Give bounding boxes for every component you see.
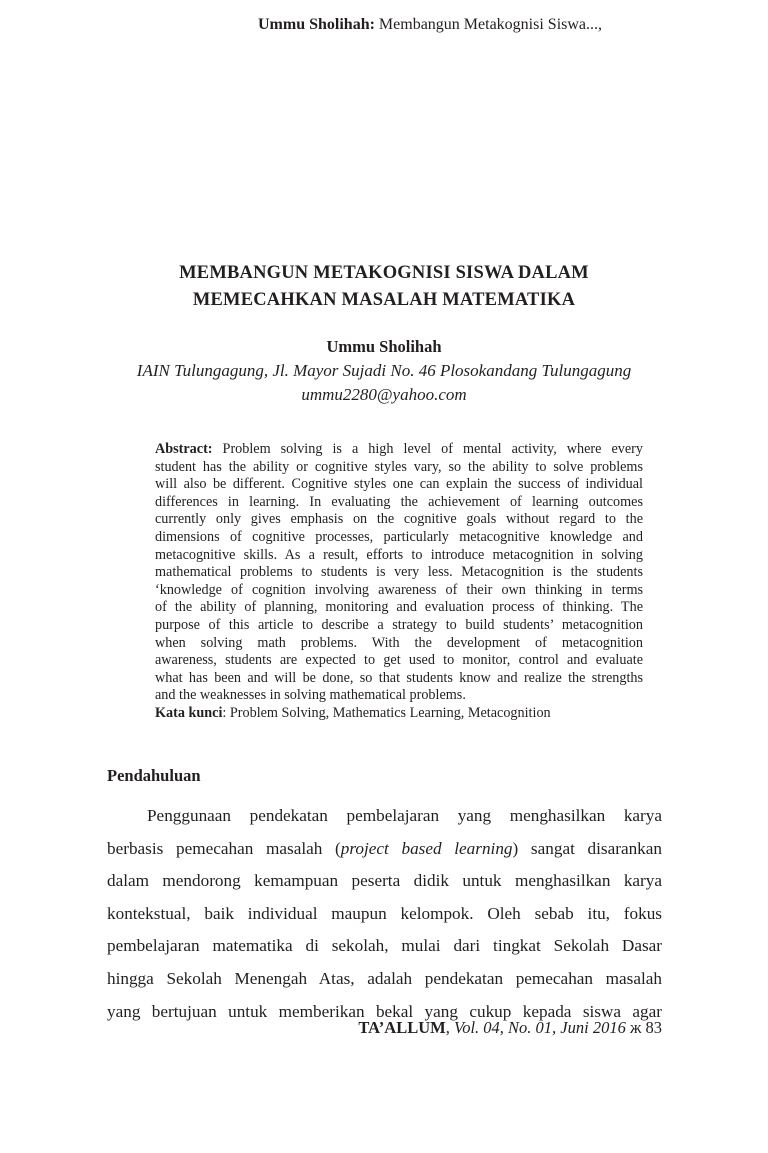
body-line: hingga Sekolah Menengah Atas, adalah pendekatan pemecahan masalah [107,968,662,988]
keywords [155,705,643,723]
title-line: MEMBANGUN METAKOGNISI SISWA DALAM [179,263,589,283]
italic-term: project based learning [340,838,513,858]
abstract-line: mathematical problems to students is very less. Metacognition is the students [155,564,643,581]
running-header [258,16,602,34]
abstract-line: when solving math problems. With the development of metacognition [155,634,643,651]
abstract-line: student has the ability or cognitive styles vary, so the ability to solve problems [155,458,643,475]
email: ummu2280@yahoo.com [301,385,467,404]
title-line: MEMECAHKAN MASALAH MATEMATIKA [192,290,576,310]
author-name: Ummu Sholihah [326,337,442,356]
text: Problem solving is a high level of mental activity, where every [212,441,643,457]
body-line: kontekstual, baik individual maupun kelompok. Oleh sebab itu, fokus [107,903,662,923]
abstract-line: differences in learning. In evaluating the achievement of learning outcomes [155,493,643,510]
body-line [107,833,662,866]
journal-issue: , Vol. 04, No. 01, Juni 2016 [445,1018,626,1037]
article-title [0,260,768,314]
author-info [0,359,768,407]
abstract-line: what has been and will be done, so that students know and realize the strengths [155,669,643,686]
page-footer [358,1018,662,1038]
text: ) sangat disarankan [512,838,662,858]
body-line: pembelajaran matematika di sekolah, mulai dari tingkat Sekolah Dasar [107,936,662,956]
body-line: dalam mendorong kemampuan peserta didik untuk menghasilkan karya [107,871,662,891]
page-number: 83 [645,1018,662,1037]
abstract-line: dimensions of cognitive processes, particularly metacognitive knowledge and [155,528,643,545]
body-line: Penggunaan pendekatan pembelajaran yang menghasilkan karya [147,806,662,825]
abstract-line: will also be different. Cognitive styles one can explain the success of individual [155,476,643,493]
abstract-line: purpose of this article to describe a strategy to build students’ metacognition [155,616,643,633]
abstract-line: currently only gives emphasis on the cognitive goals without regard to the [155,511,643,528]
affiliation: IAIN Tulungagung, Jl. Mayor Sujadi No. 46 Plosokandang Tulungagung [136,361,632,380]
abstract-line: metacognitive skills. As a result, efforts to introduce metacognition in solving [155,546,643,563]
body-paragraph [107,800,662,1028]
running-header-author: Ummu Sholihah: [258,16,375,33]
running-header-title: Membangun Metakognisi Siswa..., [374,16,603,33]
abstract-line: of the ability of planning, monitoring and evaluation process of thinking. The [155,599,643,616]
abstract-line: awareness, students are expected to get used to monitor, control and evaluate [155,652,643,669]
abstract-label: Abstract: [155,441,213,457]
keywords-text: : Problem Solving, Mathematics Learning, Metacognition [222,704,551,721]
body-line: yang bertujuan untuk memberikan bekal yang cukup kepada siswa agar [107,1001,662,1021]
journal-name: TA’ALLUM [358,1018,446,1037]
abstract-line [155,441,643,459]
abstract-line: ‘knowledge of cognition involving awareness of their own thinking in terms [155,581,643,598]
keywords-label: Kata kunci [155,704,223,721]
abstract [155,441,643,723]
text: berbasis pemecahan masalah ( [107,838,341,858]
abstract-line: and the weaknesses in solving mathematical problems. [155,687,466,704]
separator: ж [625,1018,646,1037]
section-heading: Pendahuluan [107,766,201,785]
